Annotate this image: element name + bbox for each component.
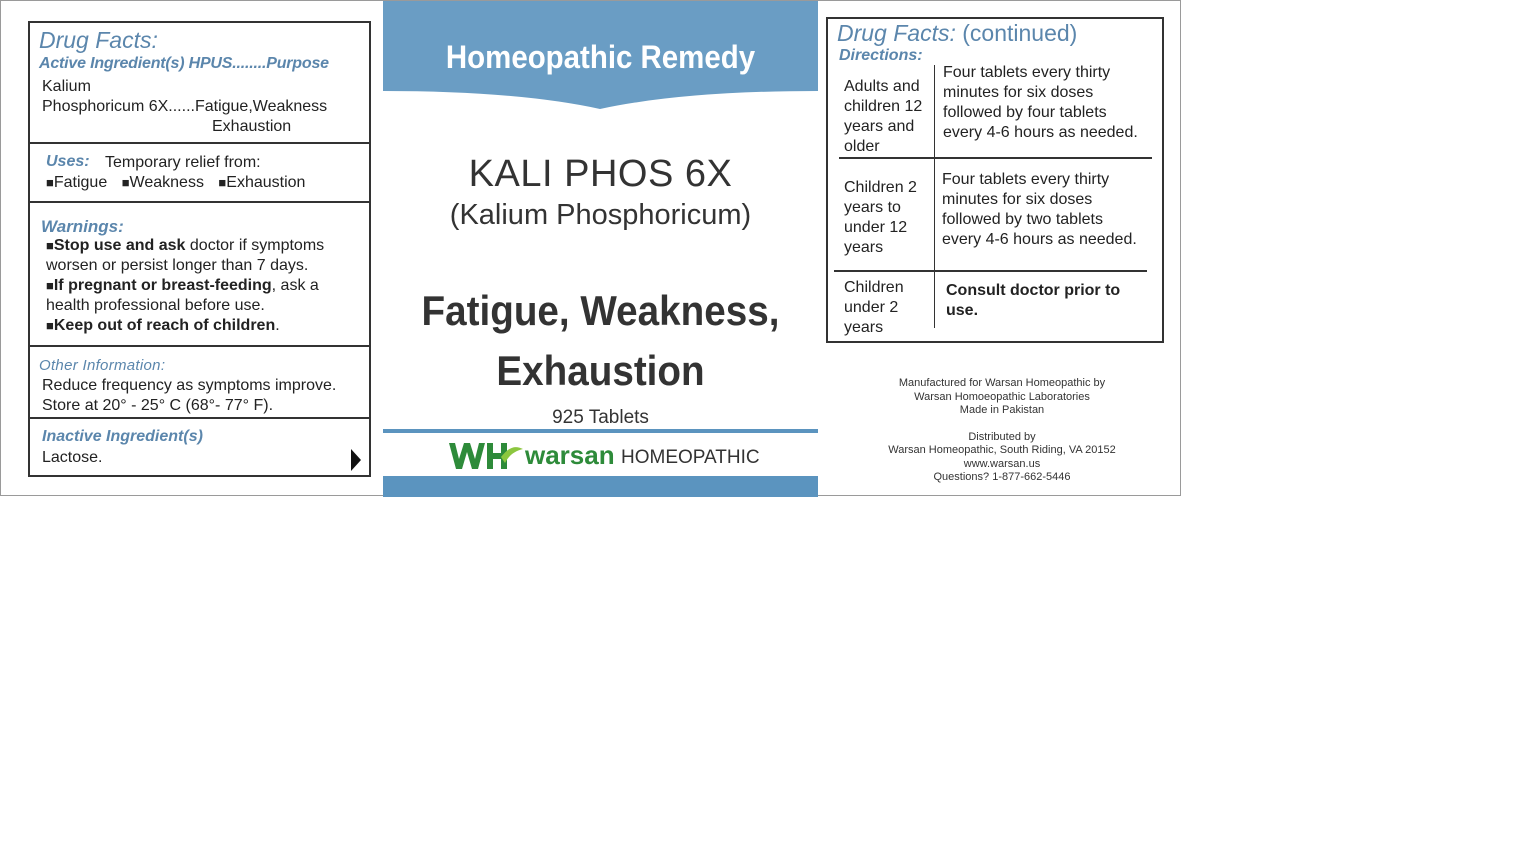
logo-subtitle: HOMEOPATHIC — [621, 447, 760, 468]
directions-age-group: Children under 2 years — [844, 279, 904, 336]
inactive-ingredients-section — [30, 419, 369, 475]
banner-title: Homeopathic Remedy — [445, 39, 756, 75]
table-divider — [834, 270, 1147, 272]
bullet-icon: ■ — [46, 318, 54, 333]
bullet-icon: ■ — [46, 278, 54, 293]
directions-dose: Consult doctor prior to use. — [946, 282, 1121, 319]
table-divider — [934, 159, 935, 271]
inactive-ingredients-value: Lactose. — [42, 449, 103, 466]
product-label — [0, 0, 1181, 496]
directions-dose: Four tablets every thirty minutes for six doses followed by four tablets every 4-6 hours as needed. — [943, 64, 1138, 141]
drug-facts-title: Drug Facts: — [39, 27, 158, 53]
active-ingredient-header: Active Ingredient(s) HPUS........Purpose — [39, 55, 329, 72]
bullet-icon: ■ — [46, 175, 54, 190]
directions-age-group: Children 2 years to under 12 years — [844, 179, 917, 256]
drug-facts-panel — [28, 21, 371, 477]
indication-line: Fatigue, Weakness, — [421, 287, 780, 334]
logo-wordmark: warsan — [525, 440, 615, 470]
active-ingredients-section — [30, 23, 369, 144]
warning-line: health professional before use. — [46, 297, 265, 314]
bullet-icon: ■ — [46, 238, 54, 253]
phone-number: Questions? 1-877-662-5446 — [933, 471, 1071, 483]
indication-line: Exhaustion — [496, 347, 705, 394]
directions-label: Directions: — [839, 47, 923, 64]
drug-facts-continued-title: Drug Facts: (continued) — [837, 20, 1078, 46]
directions-age-group: Adults and children 12 years and older — [844, 78, 923, 155]
warnings-section — [30, 203, 369, 347]
table-divider — [839, 157, 1152, 159]
uses-list — [46, 174, 315, 192]
other-information-section — [30, 347, 369, 419]
bottom-band — [383, 476, 818, 497]
inactive-ingredients-label: Inactive Ingredient(s) — [42, 428, 203, 445]
divider — [383, 429, 818, 433]
bullet-icon: ■ — [218, 175, 227, 190]
website-url: www.warsan.us — [963, 457, 1041, 470]
table-divider — [934, 272, 935, 328]
warning-line: worsen or persist longer than 7 days. — [46, 257, 309, 274]
other-information-label: Other Information: — [39, 357, 166, 374]
continue-arrow-icon — [351, 449, 361, 471]
active-ingredient-line: Kalium — [42, 78, 91, 95]
uses-text: Temporary relief from: — [105, 154, 261, 171]
list-item: ■Weakness — [121, 174, 204, 191]
active-ingredient-line: Exhaustion — [212, 118, 292, 135]
product-face — [383, 1, 818, 497]
list-item: ■Exhaustion — [218, 174, 306, 191]
warnings-label: Warnings: — [41, 217, 124, 236]
warning-line: ■If pregnant or breast-feeding, ask a — [46, 277, 319, 294]
warning-line: ■Stop use and ask doctor if symptoms — [46, 237, 325, 254]
product-latin-name: (Kalium Phosphoricum) — [449, 199, 752, 231]
manufacturer-info: Manufactured for Warsan Homeopathic by Warsan Homoeopathic Laboratories Made in Pakistan Distributed by Warsan Homeopathic, South Riding, VA 20152 www.warsan.us Questions? 1-877-662-5446 — [827, 377, 1177, 485]
directions-panel — [826, 17, 1164, 343]
uses-section — [30, 144, 369, 203]
list-item: ■Fatigue — [46, 174, 108, 191]
active-ingredient-line: Phosphoricum 6X......Fatigue,Weakness — [42, 98, 328, 115]
other-information-line: Reduce frequency as symptoms improve. — [42, 377, 337, 394]
uses-label: Uses: — [46, 153, 90, 170]
wh-logo-mark-icon — [449, 441, 523, 471]
table-divider — [934, 65, 935, 157]
other-information-line: Store at 20° - 25° C (68°- 77° F). — [42, 397, 274, 414]
product-name: KALI PHOS 6X — [468, 153, 733, 195]
bullet-icon: ■ — [121, 175, 130, 190]
warning-line: ■Keep out of reach of children. — [46, 317, 280, 334]
directions-dose: Four tablets every thirty minutes for six doses followed by two tablets every 4-6 hours as needed. — [942, 171, 1137, 248]
tablet-count: 925 Tablets — [552, 407, 649, 428]
